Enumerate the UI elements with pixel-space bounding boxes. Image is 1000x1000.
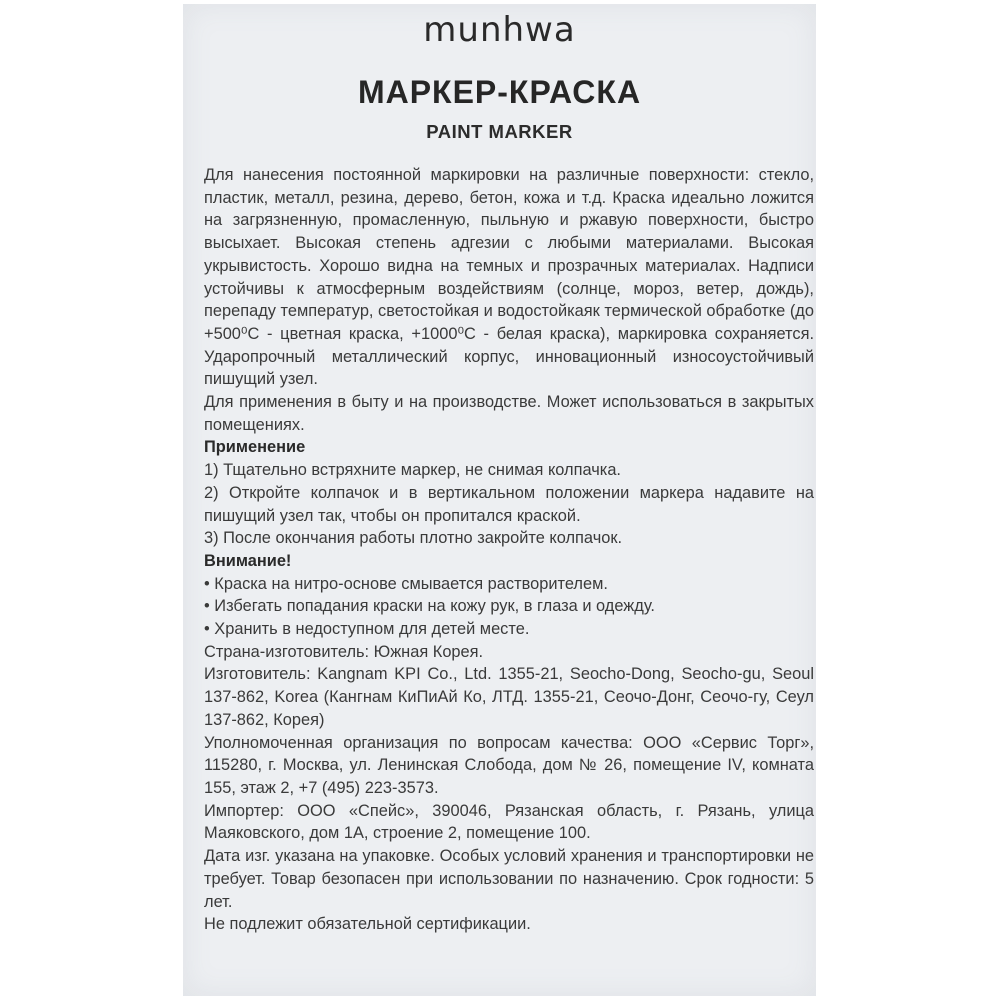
product-subtitle: PAINT MARKER: [426, 121, 573, 142]
date-storage-note: Дата изг. указана на упаковке. Особых условий хранения и транспортировки не требует. Товар безопасен при использовании по назначению. Срок годности: 5 лет.: [204, 847, 814, 911]
application-step: 3) После окончания работы плотно закройте колпачок.: [204, 529, 623, 548]
product-title: МАРКЕР-КРАСКА: [357, 74, 642, 110]
manufacturer-info: Изготовитель: Kangnam KPI Co., Ltd. 1355-21, Seocho-Dong, Seocho-gu, Seoul 137-862, Korea (Кангнам КиПиАй Ко, ЛТД. 1355-21, Сеочо-Донг, Сеочо-гу, Сеул 137-862, Корея): [204, 665, 814, 729]
authorized-organization: Уполномоченная организация по вопросам качества: ООО «Сервис Торг», 115280, г. Москва, ул. Ленинская Слобода, дом № 26, помещение IV, комната 155, этаж 2, +7 (495) 223-3573.: [204, 733, 814, 797]
usage-note: Для применения в быту и на производстве. Может использоваться в закрытых помещениях.: [204, 393, 814, 434]
label-sheet: [183, 4, 816, 996]
warning-item: • Избегать попадания краски на кожу рук, в глаза и одежду.: [204, 597, 655, 616]
warning-item: • Краска на нитро-основе смывается растворителем.: [204, 574, 608, 593]
importer-info: Импортер: ООО «Спейс», 390046, Рязанская область, г. Рязань, улица Маяковского, дом 1А, строение 2, помещение 100.: [204, 801, 814, 843]
application-heading: Применение: [204, 438, 306, 457]
warning-item: • Хранить в недоступном для детей месте.: [204, 620, 530, 639]
application-step: 2) Откройте колпачок и в вертикальном положении маркера надавите на пишущий узел так, чтобы он пропитался краской.: [204, 483, 814, 525]
country-of-origin: Страна-изготовитель: Южная Корея.: [204, 642, 484, 661]
brand-logo: munhwa: [423, 10, 576, 50]
certification-note: Не подлежит обязательной сертификации.: [204, 915, 531, 934]
description-paragraph: Для нанесения постоянной маркировки на различные поверхности: стекло, пластик, металл, резина, дерево, бетон, кожа и т.д. Краска идеально ложится на загрязненную, промасленную, пыльную и ржавую поверхности, быстро высыхает. Высокая степень адгезии с любыми материалами. Высокая укрывистость. Хорошо видна на темных и прозрачных материалах. Надписи устойчивы к атмосферным воздействиям (солнце, мороз, ветер, дождь), перепаду температур, светостойкая и водостойкаяк термической обработке (до +500⁰С - цветная краска, +1000⁰С - белая краска), маркировка сохраняется. Ударопрочный металлический корпус, инновационный износоустойчивый пишущий узел.: [204, 166, 814, 389]
warning-heading: Внимание!: [204, 551, 292, 570]
application-step: 1) Тщательно встряхните маркер, не снимая колпачка.: [204, 461, 621, 480]
instructions-body: [204, 164, 814, 936]
